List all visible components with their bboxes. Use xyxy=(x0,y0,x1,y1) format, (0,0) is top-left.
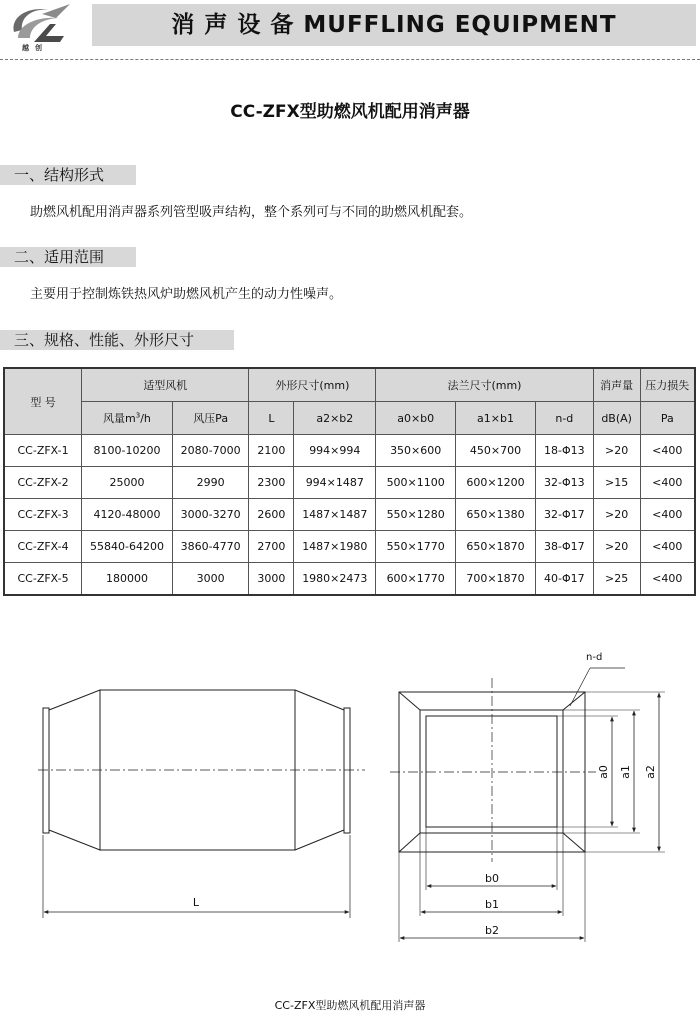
cell-model: CC-ZFX-2 xyxy=(4,467,82,499)
cell-reduction: >20 xyxy=(593,531,640,563)
table-row xyxy=(4,467,695,499)
section-2-text: 主要用于控制炼铁热风炉助燃风机产生的动力性噪声。 xyxy=(30,287,343,302)
cell-pressure: 2080-7000 xyxy=(172,435,249,467)
cell-loss: <400 xyxy=(640,563,695,596)
cell-pressure: 3000-3270 xyxy=(172,499,249,531)
header-airflow-sup: 3 xyxy=(135,411,141,420)
label-a2: a2 xyxy=(644,765,657,779)
header-reduction: 消声量 xyxy=(593,368,640,402)
section-1-title: 一、结构形式 xyxy=(14,166,105,184)
cell-a1b1: 650×1870 xyxy=(456,531,536,563)
drawing-caption: CC-ZFX型助燃风机配用消声器 xyxy=(274,999,426,1012)
header-title: 消 声 设 备 MUFFLING EQUIPMENT xyxy=(171,12,617,38)
cell-airflow: 25000 xyxy=(82,467,173,499)
label-nd: n-d xyxy=(586,652,603,663)
cell-a2b2: 1980×2473 xyxy=(294,563,376,596)
header-reduction-unit: dB(A) xyxy=(593,402,640,435)
cell-loss: <400 xyxy=(640,531,695,563)
cell-pressure: 3000 xyxy=(172,563,249,596)
header-airflow-unit: /h xyxy=(140,412,151,425)
header-loss-unit: Pa xyxy=(640,402,695,435)
cell-a0b0: 350×600 xyxy=(376,435,456,467)
cell-reduction: >25 xyxy=(593,563,640,596)
cell-airflow: 4120-48000 xyxy=(82,499,173,531)
cell-a1b1: 450×700 xyxy=(456,435,536,467)
cell-pressure: 2990 xyxy=(172,467,249,499)
header-pressure: 风压Pa xyxy=(172,402,249,435)
cell-pressure: 3860-4770 xyxy=(172,531,249,563)
cell-L: 3000 xyxy=(249,563,294,596)
header-divider xyxy=(0,59,700,60)
cell-a1b1: 700×1870 xyxy=(456,563,536,596)
cell-a1b1: 650×1380 xyxy=(456,499,536,531)
header-airflow-label: 风量m xyxy=(103,412,136,425)
spec-table xyxy=(3,367,696,596)
cell-model: CC-ZFX-3 xyxy=(4,499,82,531)
table-header-row-2 xyxy=(4,402,695,435)
header-fan: 适型风机 xyxy=(82,368,249,402)
table-row xyxy=(4,435,695,467)
cell-a2b2: 1487×1487 xyxy=(294,499,376,531)
document-title: CC-ZFX型助燃风机配用消声器 xyxy=(230,102,470,122)
header-a2b2: a2×b2 xyxy=(294,402,376,435)
cell-a0b0: 550×1770 xyxy=(376,531,456,563)
cell-nd: 32-Φ13 xyxy=(535,467,593,499)
cell-reduction: >20 xyxy=(593,435,640,467)
table-row xyxy=(4,563,695,596)
cell-a2b2: 1487×1980 xyxy=(294,531,376,563)
cell-loss: <400 xyxy=(640,499,695,531)
section-3-title: 三、规格、性能、外形尺寸 xyxy=(14,331,195,349)
cell-model: CC-ZFX-1 xyxy=(4,435,82,467)
cell-airflow: 180000 xyxy=(82,563,173,596)
header-flange: 法兰尺寸(mm) xyxy=(376,368,593,402)
cell-a0b0: 550×1280 xyxy=(376,499,456,531)
cell-reduction: >20 xyxy=(593,499,640,531)
section-1-text: 助燃风机配用消声器系列管型吸声结构，整个系列可与不同的助燃风机配套。 xyxy=(30,205,473,220)
cell-L: 2100 xyxy=(249,435,294,467)
header-nd: n-d xyxy=(535,402,593,435)
company-logo xyxy=(4,2,74,48)
cell-a2b2: 994×994 xyxy=(294,435,376,467)
cell-loss: <400 xyxy=(640,435,695,467)
section-2-title: 二、适用范围 xyxy=(14,248,105,266)
label-a1: a1 xyxy=(619,765,632,779)
cell-a0b0: 600×1770 xyxy=(376,563,456,596)
cell-L: 2700 xyxy=(249,531,294,563)
cell-nd: 40-Φ17 xyxy=(535,563,593,596)
label-b1: b1 xyxy=(485,898,499,911)
header-outline: 外形尺寸(mm) xyxy=(249,368,376,402)
cell-a0b0: 500×1100 xyxy=(376,467,456,499)
cell-nd: 32-Φ17 xyxy=(535,499,593,531)
cell-nd: 18-Φ13 xyxy=(535,435,593,467)
cell-reduction: >15 xyxy=(593,467,640,499)
cell-nd: 38-Φ17 xyxy=(535,531,593,563)
cell-model: CC-ZFX-5 xyxy=(4,563,82,596)
side-view xyxy=(38,690,365,918)
cell-L: 2300 xyxy=(249,467,294,499)
header-airflow xyxy=(82,402,173,435)
label-a0: a0 xyxy=(597,765,610,779)
technical-drawing xyxy=(0,640,700,995)
label-b0: b0 xyxy=(485,872,499,885)
header-a1b1: a1×b1 xyxy=(456,402,536,435)
logo-text: 越创 xyxy=(22,44,48,52)
label-b2: b2 xyxy=(485,924,499,937)
cell-loss: <400 xyxy=(640,467,695,499)
cell-model: CC-ZFX-4 xyxy=(4,531,82,563)
table-row xyxy=(4,499,695,531)
cell-a1b1: 600×1200 xyxy=(456,467,536,499)
cell-L: 2600 xyxy=(249,499,294,531)
header-model: 型 号 xyxy=(4,368,82,435)
header-loss: 压力损失 xyxy=(640,368,695,402)
cell-airflow: 8100-10200 xyxy=(82,435,173,467)
front-view xyxy=(390,668,665,942)
table-header-row-1 xyxy=(4,368,695,402)
table-row xyxy=(4,531,695,563)
header-a0b0: a0×b0 xyxy=(376,402,456,435)
cell-a2b2: 994×1487 xyxy=(294,467,376,499)
label-L: L xyxy=(192,896,200,909)
cell-airflow: 55840-64200 xyxy=(82,531,173,563)
header-L: L xyxy=(249,402,294,435)
